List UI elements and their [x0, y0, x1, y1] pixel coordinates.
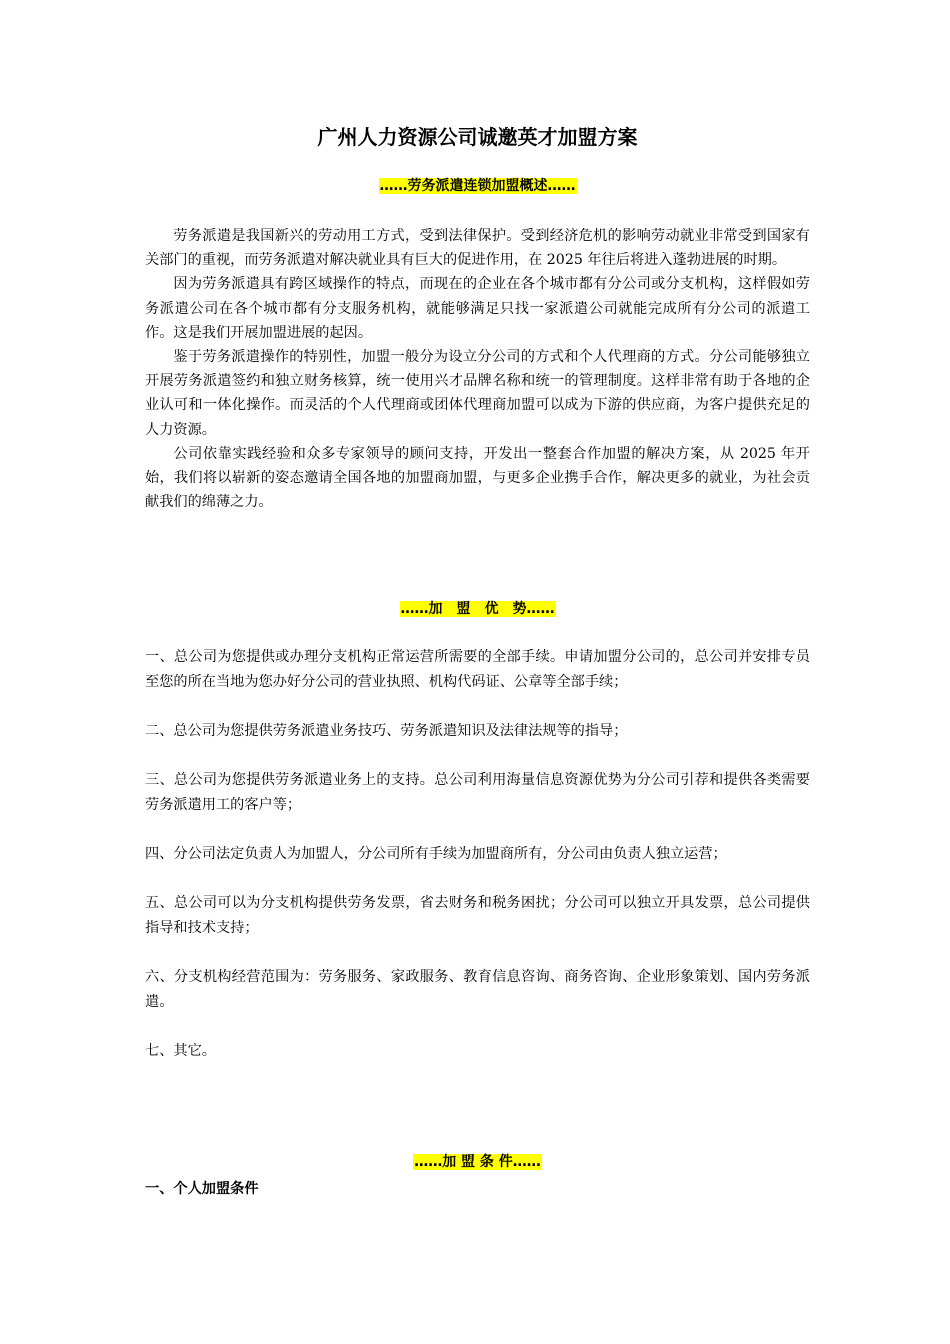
advantage-item-4: 四、分公司法定负责人为加盟人，分公司所有手续为加盟商所有，分公司由负责人独立运营； — [145, 846, 727, 862]
advantages-list — [145, 645, 810, 1088]
section-heading-conditions — [145, 1152, 810, 1172]
advantage-item-6: 六、分支机构经营范围为：劳务服务、家政服务、教育信息咨询、商务咨询、企业形象策划、国内劳务派遣。 — [145, 969, 810, 1010]
advantage-item-2: 二、总公司为您提供劳务派遣业务技巧、劳务派遣知识及法律法规等的指导； — [145, 723, 628, 739]
highlighted-heading-text: ……加 盟 条 件…… — [414, 1154, 541, 1170]
document-title: 广州人力资源公司诚邀英才加盟方案 — [317, 125, 638, 149]
subheading-individual-conditions: 一、个人加盟条件 — [145, 1181, 259, 1197]
advantage-item-1: 一、总公司为您提供或办理分支机构正常运营所需要的全部手续。申请加盟分公司的，总公司并安排专员至您的所在当地为您办好分公司的营业执照、机构代码证、公章等全部手续； — [145, 649, 810, 690]
advantage-item-5: 五、总公司可以为分支机构提供劳务发票，省去财务和税务困扰；分公司可以独立开具发票，总公司提供指导和技术支持； — [145, 895, 810, 936]
highlighted-heading-text: ……加 盟 优 势…… — [400, 601, 555, 617]
section-heading-overview — [145, 176, 810, 196]
section-heading-advantages — [145, 599, 810, 619]
overview-section — [145, 224, 810, 514]
highlighted-heading-text: ……劳务派遣连锁加盟概述…… — [379, 178, 576, 194]
intro-paragraph-2: 因为劳务派遣具有跨区域操作的特点，而现在的企业在各个城市都有分公司或分支机构，这样假如劳务派遣公司在各个城市都有分支服务机构，就能够满足只找一家派遣公司就能完成所有分公司的派遣工作。这是我们开展加盟进展的起因。 — [145, 276, 810, 341]
intro-paragraph-3: 鉴于劳务派遣操作的特别性，加盟一般分为设立分公司的方式和个人代理商的方式。分公司能够独立开展劳务派遣签约和独立财务核算，统一使用兴才品牌名称和统一的管理制度。这样非常有助于各地的企业认可和一体化操作。而灵活的个人代理商或团体代理商加盟可以成为下游的供应商，为客户提供充足的人力资源。 — [145, 349, 810, 438]
advantage-item-3: 三、总公司为您提供劳务派遣业务上的支持。总公司利用海量信息资源优势为分公司引荐和提供各类需要劳务派遣用工的客户等； — [145, 772, 810, 813]
intro-paragraph-4: 公司依靠实践经验和众多专家领导的顾问支持，开发出一整套合作加盟的解决方案，从 2025 年开始，我们将以崭新的姿态邀请全国各地的加盟商加盟，与更多企业携手合作，解决更多的就业，为社会贡献我们的绵薄之力。 — [145, 445, 810, 511]
advantage-item-7: 七、其它。 — [145, 1043, 216, 1059]
intro-paragraph-1: 劳务派遣是我国新兴的劳动用工方式，受到法律保护。受到经济危机的影响劳动就业非常受到国家有关部门的重视，而劳务派遣对解决就业具有巨大的促进作用，在 2025 年往后将进入蓬勃进展的时期。 — [145, 228, 810, 269]
